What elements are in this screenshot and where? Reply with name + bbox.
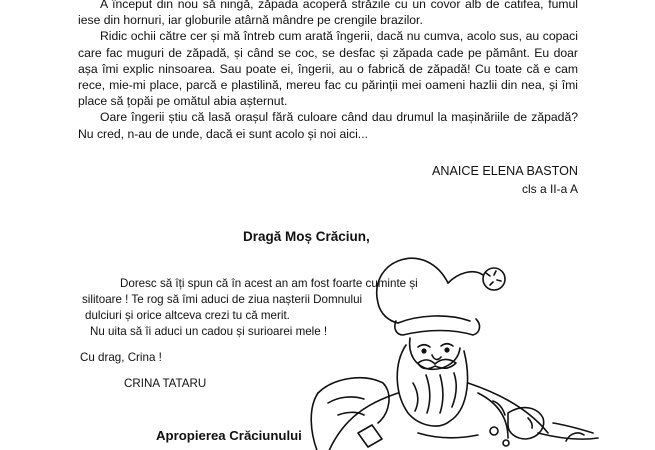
story-paragraph: Oare îngerii știu că lasă orașul fără culoare când dau drumul la mașinăriile de zăpadă? Nu cred, n-au de unde, dacă ei sunt acolo și noi aici... [78, 110, 578, 141]
letter-line: Nu uita să îi aduci un cadou și surioarei mele ! [90, 325, 328, 338]
next-section-title: Apropierea Crăciunului [156, 428, 302, 443]
santa-claus-icon [298, 243, 608, 450]
letter-line: dulciuri și orice altceva crezi tu că merit. [85, 309, 290, 322]
letter-line: silitoare ! Te rog să îmi aduci de ziua nașterii Domnului [82, 293, 363, 306]
letter-closing: Cu drag, Crina ! [80, 351, 162, 364]
author-block [432, 162, 578, 198]
author-class: cls a II-a A [521, 182, 578, 196]
author-name: ANAICE ELENA BASTON [431, 164, 578, 178]
story-paragraph: Ridic ochii către cer și mă întreb cum arată îngerii, dacă nu cumva, acolo sus, au copaci care fac muguri de zăpadă, și când se coc, se desfac și zăpada cade pe pământ. Eu doar așa îmi explic ninsoarea. Sau poate ei, îngerii, au o fabrică de zăpadă! Cu toate că e cam rece, mie-mi place, parcă e plastilină, mereu fac cu părinții mei oameni hazlii din nea, și îmi place să țopăi pe omătul abia așternut. [78, 29, 578, 109]
letter-title: Dragă Moș Crăciun, [243, 229, 370, 244]
story-text [78, 0, 578, 142]
letter-body [82, 276, 472, 340]
story-paragraph: A început din nou să ningă, zăpada acoperă străzile cu un covor alb de catifea, fumul iese din hornuri, iar globurile atârnă mândre pe crengile brazilor. [78, 0, 578, 28]
letter-signature: CRINA TATARU [124, 377, 207, 390]
letter-line: Doresc să îți spun că în acest an am fost foarte cuminte și [120, 277, 418, 290]
